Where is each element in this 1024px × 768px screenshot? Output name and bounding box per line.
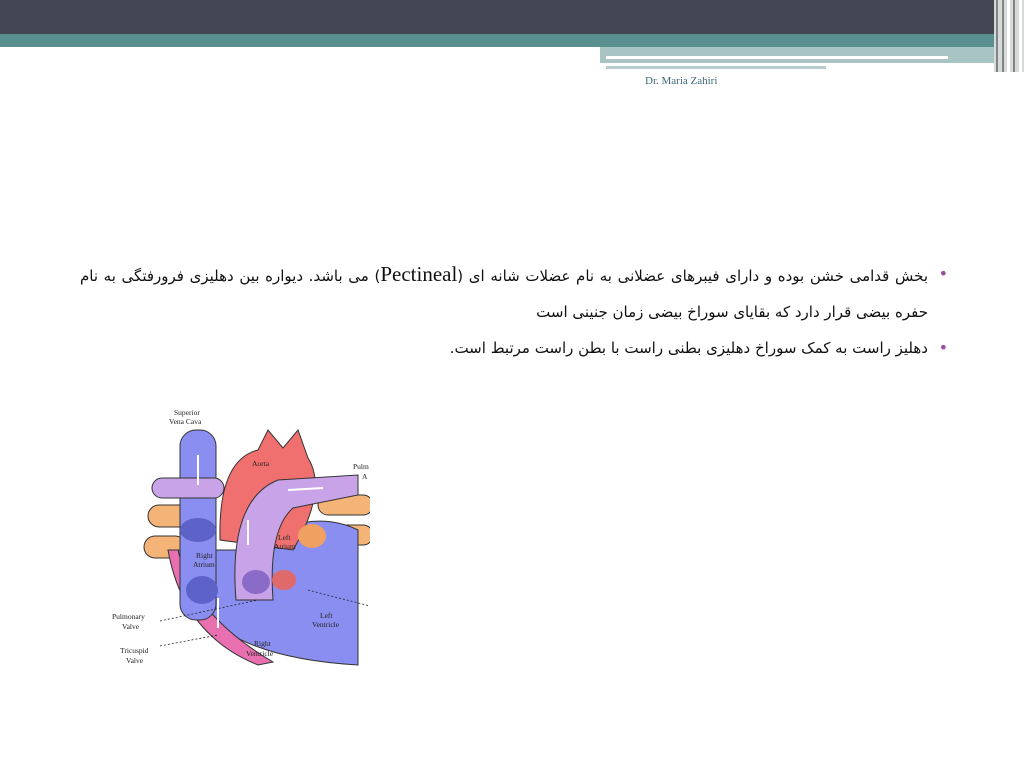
label-svc-line1: Superior	[174, 408, 200, 417]
header-light-band	[600, 47, 1024, 63]
heart-diagram	[108, 400, 370, 670]
label-pulmonary-valve-line1: Pulmonary	[112, 612, 145, 621]
bullet-item	[80, 330, 950, 366]
left-atrium-accent	[298, 524, 326, 548]
header-teal-band	[0, 34, 1024, 47]
bullet-text: بخش قدامی خشن بوده و دارای فیبرهای عضلانی به نام عضلات شانه ای (	[457, 267, 928, 285]
bullet-marker: •	[938, 338, 948, 357]
label-left-ventricle-line2: Ventricle	[312, 620, 340, 629]
bullet-item	[80, 256, 950, 330]
header-dark-band	[0, 0, 1024, 34]
dotted-line	[160, 635, 218, 646]
bullet-text: ) می باشد. دیواره بین دهلیزی فرورفتگی به نام حفره بیضی قرار دارد که بقایای سوراخ بیضی زمان جنینی است	[80, 267, 928, 321]
ivc-opening-shape	[186, 576, 218, 604]
label-tricuspid-valve-line1: Tricuspid	[120, 646, 149, 655]
label-pulmonary-valve-line2: Valve	[122, 622, 140, 631]
bullet-list	[80, 256, 950, 366]
bullet-term: Pectineal	[380, 262, 458, 286]
label-left-ventricle-line1: Left	[320, 611, 333, 620]
label-pulmonary-artery-line1: Pulm	[353, 462, 369, 471]
header-accent-line	[606, 56, 948, 59]
label-right-ventricle-line2: Ventricle	[246, 649, 274, 658]
label-svc-line2: Vena Cava	[169, 417, 202, 426]
bullet-text: دهلیز راست به کمک سوراخ دهلیزی بطنی راست با بطن راست مرتبط است.	[449, 339, 928, 357]
valve-shape	[272, 570, 296, 590]
label-tricuspid-valve-line2: Valve	[126, 656, 144, 665]
svc-opening-shape	[180, 518, 216, 542]
valve-shape	[242, 570, 270, 594]
corner-stripes	[994, 0, 1024, 72]
pulmonary-branch-left-shape	[152, 478, 224, 498]
label-right-ventricle-line1: Right	[254, 639, 271, 648]
label-right-atrium-line1: Right	[196, 551, 213, 560]
label-aorta: Aorta	[252, 459, 270, 468]
label-pulmonary-artery-line2: A	[362, 472, 368, 481]
label-left-atrium-line1: Left	[278, 533, 291, 542]
bullet-marker: •	[938, 264, 948, 283]
header-accent-line-secondary	[606, 66, 826, 69]
author-name: Dr. Maria Zahiri	[645, 75, 718, 87]
label-left-atrium-line2: Atrium	[274, 542, 296, 551]
label-right-atrium-line2: Atrium	[193, 560, 215, 569]
